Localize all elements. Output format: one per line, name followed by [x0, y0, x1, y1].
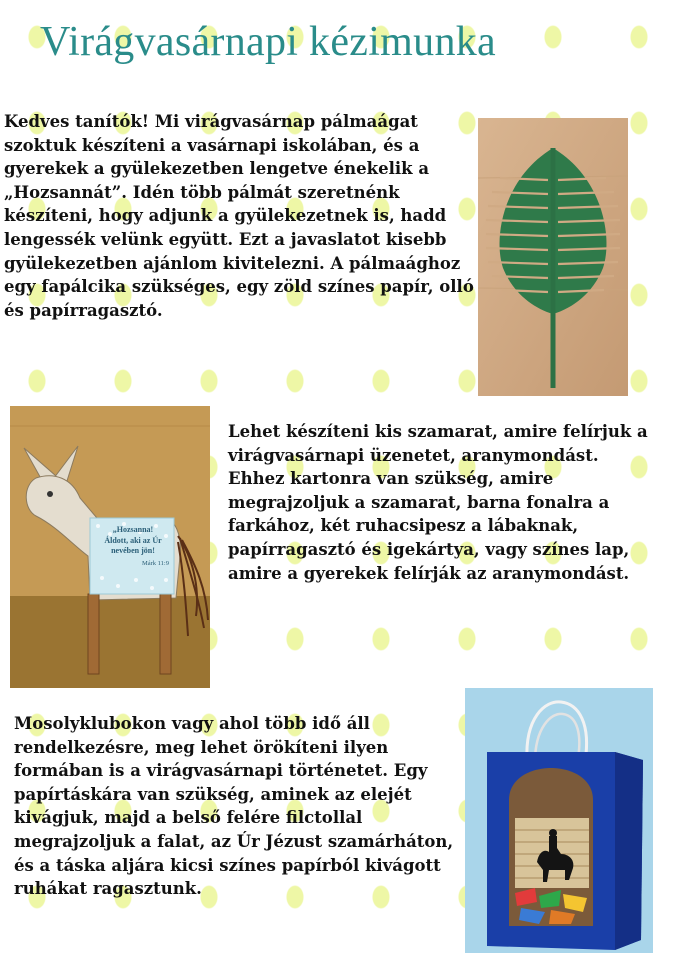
- palm-branch-photo: [478, 118, 628, 396]
- verse-line-3: nevében jön!: [111, 546, 155, 555]
- verse-line-2: Áldott, aki az Úr: [104, 535, 162, 545]
- donkey-verse-card: [93, 525, 173, 569]
- verse-line-1: „Hozsanna!: [112, 525, 154, 534]
- donkey-paragraph: Lehet készíteni kis szamarat, amire felírjuk a virágvasárnapi üzenetet, aranymondást. Ehhez kartonra van szükség, amire megrajzoljuk a szamarat, barna fonalra a farkához, két ruhacsipesz a lábaknak, papírragasztó és igekártya, vagy színes lap, amire a gyerekek felírják az aranymondást.: [228, 422, 648, 583]
- page-title: Virágvasárnapi kézimunka: [40, 19, 496, 65]
- verse-reference: Márk 11:9: [141, 559, 169, 567]
- bag-paragraph: Mosolyklubokon vagy ahol több idő áll rendelkezésre, meg lehet örökíteni ilyen formában is a virágvasárnapi történetet. Egy papírtáskára van szükség, aminek az elejét kivágjuk, majd a belső felére filctollal megrajzoljuk a falat, az Úr Jézust szamárháton, és a táska aljára kicsi színes papírból kivágott ruhákat ragasztunk.: [14, 714, 454, 899]
- palm-paragraph: Kedves tanítók! Mi virágvasárnap pálmaágat szoktuk készíteni a vasárnapi iskolában, és a gyerekek a gyülekezetben lengetve énekelik a „Hozsannát”. Idén több pálmát szeretnénk készíteni, hogy adjunk a gyülekezetnek is, hadd lengessék velünk együtt. Ezt a javaslatot kisebb gyülekezetben ajánlom kivitelezni. A pálmaághoz egy fapálcika szükséges, egy zöld színes papír, olló és papírragasztó.: [4, 112, 474, 320]
- paper-bag-scene-photo: [465, 688, 653, 953]
